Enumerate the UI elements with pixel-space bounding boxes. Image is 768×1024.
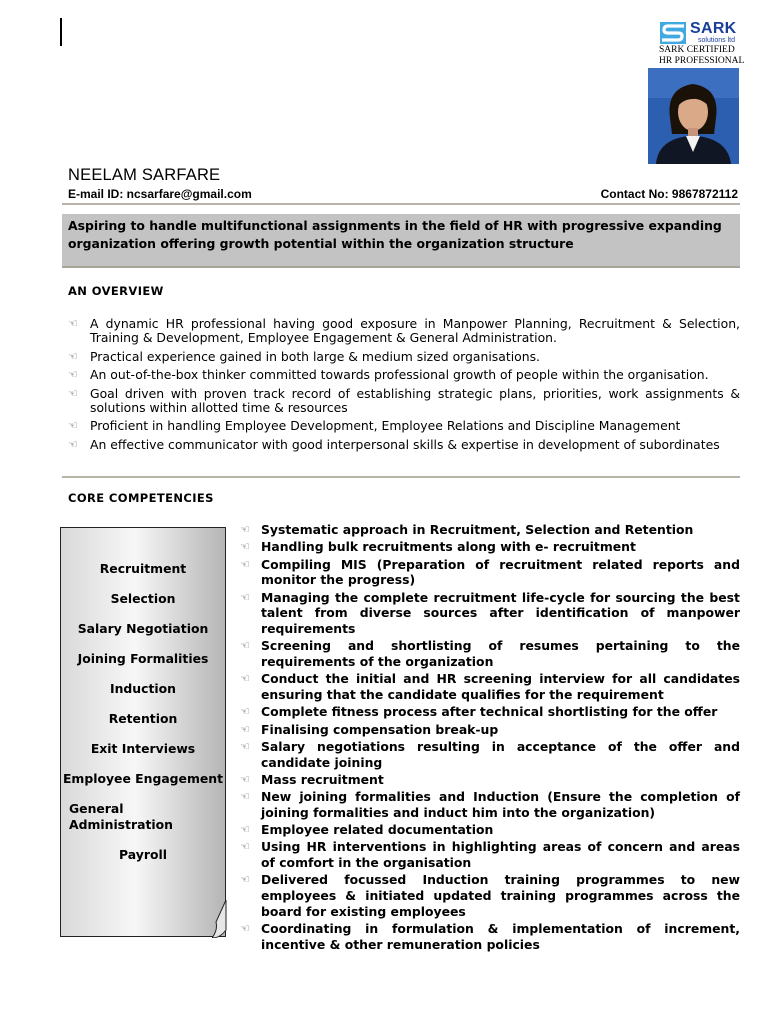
certification-line-2: HR PROFESSIONAL <box>659 56 745 66</box>
skill-item: Payroll <box>119 847 167 862</box>
skill-item: Recruitment <box>99 561 187 576</box>
list-item-text: Using HR interventions in highlighting areas of concern and areas of comfort in the organisation <box>261 839 740 871</box>
list-item-text: Compiling MIS (Preparation of recruitment related reports and monitor the progress) <box>261 556 740 588</box>
profile-photo <box>648 68 739 164</box>
list-item <box>68 438 740 452</box>
text-cursor <box>60 18 62 46</box>
list-item <box>68 387 740 415</box>
pointing-hand-icon: ☜ <box>68 437 78 451</box>
skill-item: Selection <box>110 591 176 606</box>
list-item-text: Complete fitness process after technical shortlisting for the offer <box>261 704 718 720</box>
list-item-text: An out-of-the-box thinker committed towards professional growth of people within the organisation. <box>90 367 709 382</box>
list-item-text: Finalising compensation break-up <box>261 721 499 737</box>
list-item <box>240 739 740 770</box>
pointing-hand-icon: ☜ <box>240 540 250 554</box>
list-item-text: Mass recruitment <box>261 771 384 787</box>
skill-item: Exit Interviews <box>90 741 196 756</box>
pointing-hand-icon: ☜ <box>240 772 250 786</box>
list-item-text: A dynamic HR professional having good exposure in Manpower Planning, Recruitment & Selection, Training & Development, Employee Engagement & General Administration. <box>90 316 740 345</box>
overview-divider <box>62 476 740 478</box>
list-item-text: Goal driven with proven track record of establishing strategic plans, priorities, work assignments & solutions within allotted time & resources <box>90 385 740 415</box>
logo-subtitle: solutions ltd <box>698 37 735 44</box>
pointing-hand-icon: ☜ <box>68 317 78 330</box>
core-competencies-heading: CORE COMPETENCIES <box>68 491 214 505</box>
skill-item: General Administration <box>69 801 173 832</box>
list-item-text: Employee related documentation <box>261 822 494 838</box>
skill-item: Induction <box>110 681 176 696</box>
list-item <box>240 557 740 588</box>
pointing-hand-icon: ☜ <box>240 639 250 653</box>
page-curl-decoration <box>212 900 228 938</box>
list-item-text: Handling bulk recruitments along with e- recruitment <box>261 539 636 555</box>
sark-logo <box>660 22 750 46</box>
overview-heading: AN OVERVIEW <box>68 284 164 298</box>
pointing-hand-icon: ☜ <box>240 790 250 804</box>
pointing-hand-icon: ☜ <box>240 840 250 854</box>
list-item <box>240 789 740 820</box>
list-item <box>240 722 740 738</box>
certification-line-1: SARK CERTIFIED <box>659 45 735 55</box>
pointing-hand-icon: ☜ <box>68 419 78 432</box>
list-item <box>240 590 740 637</box>
pointing-hand-icon: ☜ <box>68 368 78 381</box>
skill-item: Joining Formalities <box>77 651 209 666</box>
list-item <box>240 704 740 720</box>
contact-line: Contact No: 9867872112 <box>600 187 738 201</box>
pointing-hand-icon: ☜ <box>240 523 250 536</box>
list-item-text: Delivered focussed Induction training programmes to new employees & initiated updated training programmes across the board for existing employees <box>261 872 740 919</box>
email-line: E-mail ID: ncsarfare@gmail.com <box>68 187 252 201</box>
pointing-hand-icon: ☜ <box>240 873 250 887</box>
skills-panel <box>60 527 226 937</box>
list-item-text: Proficient in handling Employee Development, Employee Relations and Discipline Management <box>90 418 681 433</box>
header-divider <box>62 203 740 205</box>
list-item-text: Practical experience gained in both large & medium sized organisations. <box>90 348 540 364</box>
pointing-hand-icon: ☜ <box>240 722 250 736</box>
pointing-hand-icon: ☜ <box>240 922 250 936</box>
list-item <box>68 368 740 382</box>
list-item-text: Systematic approach in Recruitment, Selection and Retention <box>261 522 694 537</box>
objective-banner: Aspiring to handle multifunctional assignments in the field of HR with progressive expanding organization offering growth potential within the organization structure <box>62 214 740 268</box>
candidate-name: NEELAM SARFARE <box>68 166 221 184</box>
pointing-hand-icon: ☜ <box>240 823 250 837</box>
pointing-hand-icon: ☜ <box>68 386 78 400</box>
skill-item: Salary Negotiation <box>77 621 209 636</box>
pointing-hand-icon: ☜ <box>240 739 250 753</box>
sark-logo-icon <box>660 22 688 44</box>
pointing-hand-icon: ☜ <box>68 349 78 363</box>
list-item <box>68 419 740 433</box>
pointing-hand-icon: ☜ <box>240 590 250 604</box>
list-item <box>240 772 740 788</box>
skill-item: Retention <box>108 711 178 726</box>
list-item <box>240 872 740 919</box>
pointing-hand-icon: ☜ <box>240 705 250 719</box>
list-item <box>68 317 740 345</box>
list-item-text: An effective communicator with good interpersonal skills & expertise in development of subordinates <box>90 436 720 452</box>
list-item-text: New joining formalities and Induction (Ensure the completion of joining formalities and induct him into the organization) <box>261 789 740 820</box>
logo-name: SARK <box>690 20 737 37</box>
list-item-text: Conduct the initial and HR screening interview for all candidates ensuring that the candidate qualifies for the requirement <box>261 671 740 702</box>
pointing-hand-icon: ☜ <box>240 672 250 686</box>
pointing-hand-icon: ☜ <box>240 557 250 571</box>
list-item-text: Salary negotiations resulting in acceptance of the offer and candidate joining <box>261 738 740 770</box>
skill-item: Employee Engagement <box>62 771 224 786</box>
list-item <box>240 539 740 555</box>
list-item <box>240 822 740 838</box>
list-item <box>240 921 740 952</box>
list-item-text: Coordinating in formulation & implementation of increment, incentive & other remuneration policies <box>261 921 740 952</box>
list-item <box>240 839 740 870</box>
overview-list <box>68 317 740 456</box>
list-item-text: Screening and shortlisting of resumes pertaining to the requirements of the organization <box>261 638 740 669</box>
list-item-text: Managing the complete recruitment life-cycle for sourcing the best talent from diverse sources after identification of manpower requirements <box>261 589 740 636</box>
list-item <box>68 350 740 364</box>
skills-list <box>61 561 225 877</box>
list-item <box>240 638 740 669</box>
core-competencies-list <box>240 522 740 954</box>
list-item <box>240 671 740 702</box>
list-item <box>240 522 740 538</box>
